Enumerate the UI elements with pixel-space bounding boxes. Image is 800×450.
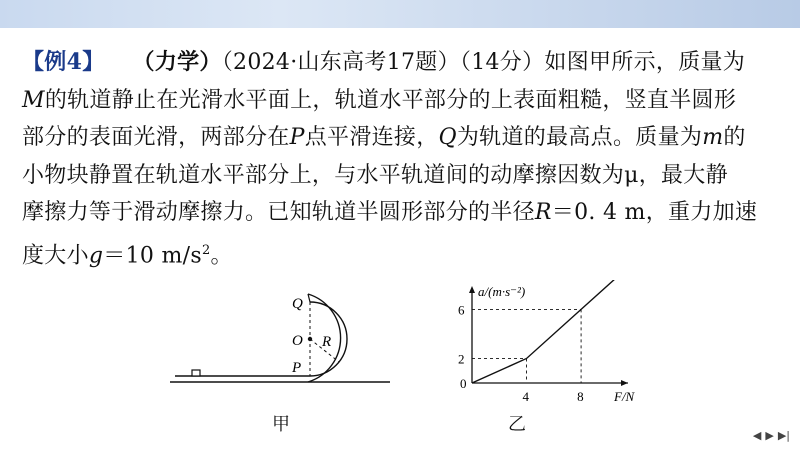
var-R: R [534, 200, 552, 225]
problem-line-2 [22, 82, 782, 120]
figure-b-caption: 乙 [508, 414, 526, 435]
label-O: O [292, 333, 303, 349]
figure-track-diagram [170, 290, 390, 395]
y-tick-label: 2 [458, 351, 465, 367]
text-segment: ＝10 m/s [103, 242, 202, 268]
slide-nav [753, 429, 790, 442]
text-segment: 摩擦力等于滑动摩擦力。已知轨道半圆形部分的半径 [22, 200, 535, 225]
problem-line-3 [22, 119, 782, 157]
small-block [192, 370, 200, 376]
problem-line-4 [22, 157, 782, 195]
text-segment: 部分的表面光滑，两部分在 [22, 125, 290, 150]
problem-line-6 [22, 232, 782, 275]
label-R: R [322, 334, 332, 350]
text-segment: 小物块静置在轨道水平部分上，与水平轨道间的动摩擦因数为μ，最大静 [22, 162, 728, 188]
problem-line-1 [22, 44, 782, 82]
var-Q: Q [438, 125, 457, 150]
text-segment: 如图甲所示，质量为 [544, 50, 746, 75]
text-segment: 。 [210, 242, 233, 268]
next-slide-button[interactable]: ▶ [765, 429, 774, 442]
x-axis-label: F/N [614, 389, 635, 404]
text-segment: 的 [723, 125, 746, 150]
figure-a-caption: 甲 [272, 414, 290, 435]
x-tick-label: 4 [522, 389, 530, 404]
category-label: （力学） [132, 49, 222, 75]
superscript: 2 [201, 242, 211, 258]
figure-af-chart [440, 280, 640, 408]
prev-slide-button[interactable]: ◀ [752, 429, 762, 442]
example-tag: 【例4】 [22, 49, 105, 75]
tick-label-origin: 0 [460, 376, 467, 391]
y-axis-label: a/(m·s⁻²) [478, 284, 526, 299]
text-segment: 点平滑连接， [304, 125, 439, 150]
y-axis-arrow [469, 286, 475, 293]
var-m: m [702, 125, 724, 150]
text-segment: 的轨道静止在光滑水平面上，轨道水平部分的上表面粗糙，竖直半圆形 [44, 87, 737, 113]
last-slide-button[interactable]: ▶| [777, 429, 790, 442]
header-bar [0, 0, 800, 28]
var-P: P [289, 125, 305, 150]
y-tick-label: 6 [458, 302, 465, 318]
text-segment: ＝0. 4 m，重力加速 [551, 200, 758, 225]
problem-line-5 [22, 194, 782, 232]
problem-text [22, 44, 782, 274]
text-segment: 度大小 [22, 242, 89, 268]
x-tick-label: 8 [577, 389, 584, 404]
score-label: （14分） [459, 50, 545, 75]
source-label: （2024·山东高考17题） [221, 50, 460, 75]
var-M: M [22, 87, 45, 113]
label-P: P [292, 360, 302, 376]
center-point [308, 337, 312, 341]
x-axis-arrow [621, 380, 628, 386]
var-g: g [88, 242, 104, 268]
label-Q: Q [292, 296, 303, 312]
text-segment: 为轨道的最高点。质量为 [456, 125, 703, 150]
